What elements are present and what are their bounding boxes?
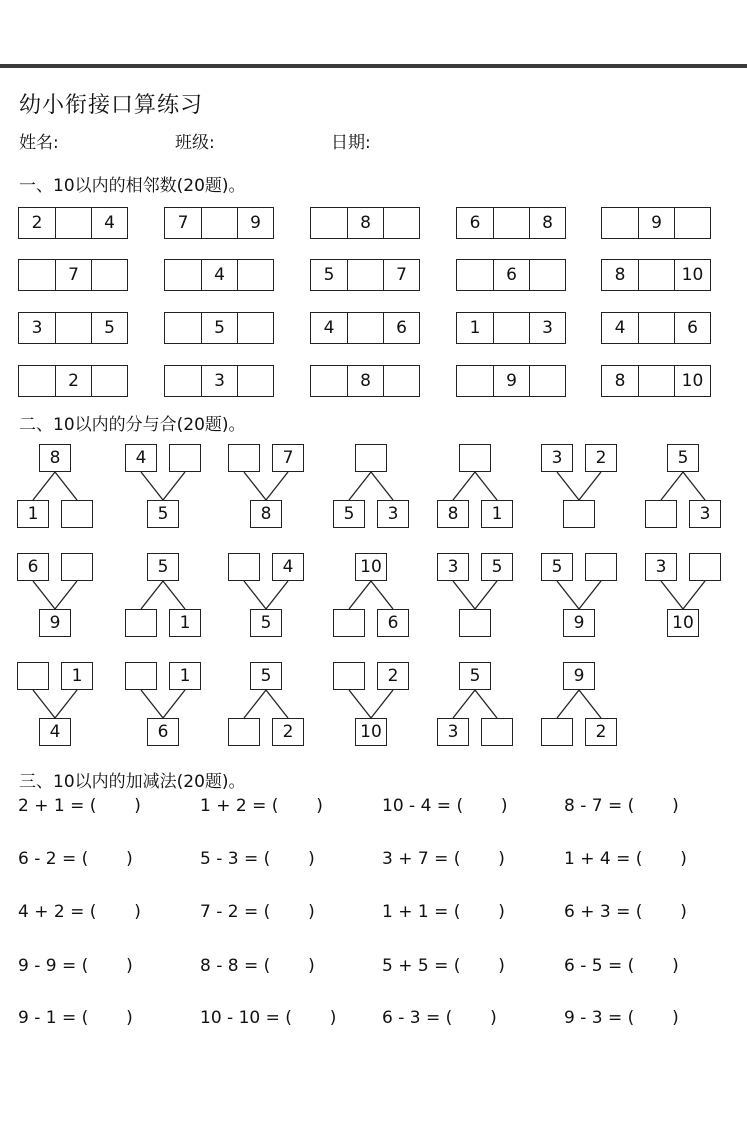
bond-answer-blank[interactable] <box>228 553 260 581</box>
bond-given-number: 6 <box>147 718 179 746</box>
bond-connector <box>579 472 601 500</box>
bond-given-number: 4 <box>272 553 304 581</box>
bond-connector <box>55 690 77 718</box>
name-field-label: 姓名: <box>19 133 59 153</box>
given-number: 5 <box>323 265 335 285</box>
bond-given-number: 8 <box>250 500 282 528</box>
bond-connector <box>244 690 266 718</box>
bond-connector <box>661 581 683 609</box>
bond-given-number: 10 <box>667 609 699 637</box>
bond-answer-blank[interactable] <box>228 444 260 472</box>
bond-connector <box>244 472 266 500</box>
bond-given-number: 10 <box>355 553 387 581</box>
given-number: 1 <box>469 318 481 338</box>
bond-given-number: 8 <box>437 500 469 528</box>
date-field-label: 日期: <box>331 133 371 153</box>
given-number: 3 <box>31 318 43 338</box>
given-number: 6 <box>383 313 419 343</box>
given-number: 4 <box>614 318 626 338</box>
bond-connector <box>349 581 371 609</box>
bond-connector <box>371 690 393 718</box>
arithmetic-problem[interactable]: 5 - 3 = ( ) <box>200 849 315 869</box>
bond-connector <box>163 472 185 500</box>
given-number: 6 <box>674 313 710 343</box>
class-field-label: 班级: <box>175 133 215 153</box>
bond-given-number: 7 <box>272 444 304 472</box>
given-number: 9 <box>638 208 674 238</box>
bond-answer-blank[interactable] <box>459 609 491 637</box>
given-number: 7 <box>55 260 91 290</box>
bond-answer-blank[interactable] <box>333 662 365 690</box>
arithmetic-problem[interactable]: 1 + 2 = ( ) <box>200 796 323 816</box>
arithmetic-problem[interactable]: 7 - 2 = ( ) <box>200 902 315 922</box>
bond-given-number: 3 <box>689 500 721 528</box>
arithmetic-problem[interactable]: 6 + 3 = ( ) <box>564 902 687 922</box>
given-number: 8 <box>614 371 626 391</box>
bond-answer-blank[interactable] <box>125 662 157 690</box>
bond-given-number: 5 <box>250 609 282 637</box>
bond-connector <box>557 581 579 609</box>
bond-connector <box>475 472 497 500</box>
bond-answer-blank[interactable] <box>459 444 491 472</box>
arithmetic-problem[interactable]: 5 + 5 = ( ) <box>382 956 505 976</box>
arithmetic-problem[interactable]: 6 - 3 = ( ) <box>382 1008 497 1028</box>
bond-given-number: 2 <box>585 718 617 746</box>
bond-connector <box>453 472 475 500</box>
bond-given-number: 5 <box>147 553 179 581</box>
arithmetic-problem[interactable]: 10 - 10 = ( ) <box>200 1008 337 1028</box>
given-number: 8 <box>529 208 565 238</box>
bond-answer-blank[interactable] <box>17 662 49 690</box>
bond-connector <box>371 581 393 609</box>
bond-given-number: 1 <box>61 662 93 690</box>
given-number: 4 <box>91 208 127 238</box>
bond-answer-blank[interactable] <box>169 444 201 472</box>
arithmetic-problem[interactable]: 9 - 1 = ( ) <box>18 1008 133 1028</box>
given-number: 10 <box>674 260 710 290</box>
given-number: 3 <box>201 366 237 396</box>
bond-answer-blank[interactable] <box>355 444 387 472</box>
bond-connector <box>55 472 77 500</box>
bond-given-number: 8 <box>39 444 71 472</box>
bond-connector <box>371 472 393 500</box>
bond-connector <box>683 472 705 500</box>
bond-connector <box>33 472 55 500</box>
bond-connector <box>579 581 601 609</box>
bond-given-number: 2 <box>585 444 617 472</box>
given-number: 8 <box>347 366 383 396</box>
bond-given-number: 2 <box>377 662 409 690</box>
bond-connector <box>557 690 579 718</box>
bond-given-number: 9 <box>563 609 595 637</box>
section2-heading: 二、10以内的分与合(20题)。 <box>19 415 246 435</box>
given-number: 7 <box>383 260 419 290</box>
bond-given-number: 3 <box>541 444 573 472</box>
bond-connector <box>557 472 579 500</box>
bond-connector <box>163 690 185 718</box>
bond-given-number: 10 <box>355 718 387 746</box>
bond-answer-blank[interactable] <box>481 718 513 746</box>
given-number: 7 <box>177 213 189 233</box>
arithmetic-problem[interactable]: 9 - 3 = ( ) <box>564 1008 679 1028</box>
bond-given-number: 1 <box>169 609 201 637</box>
given-number: 6 <box>493 260 529 290</box>
given-number: 3 <box>529 313 565 343</box>
bond-answer-blank[interactable] <box>563 500 595 528</box>
bond-given-number: 1 <box>169 662 201 690</box>
bond-connector <box>163 581 185 609</box>
bond-given-number: 1 <box>481 500 513 528</box>
bond-given-number: 4 <box>39 718 71 746</box>
bond-given-number: 5 <box>147 500 179 528</box>
arithmetic-problem[interactable]: 2 + 1 = ( ) <box>18 796 141 816</box>
bond-given-number: 6 <box>17 553 49 581</box>
bond-answer-blank[interactable] <box>61 553 93 581</box>
bond-given-number: 5 <box>250 662 282 690</box>
bond-given-number: 1 <box>17 500 49 528</box>
given-number: 9 <box>237 208 273 238</box>
arithmetic-problem[interactable]: 1 + 4 = ( ) <box>564 849 687 869</box>
bond-connector <box>453 581 475 609</box>
arithmetic-problem[interactable]: 1 + 1 = ( ) <box>382 902 505 922</box>
arithmetic-problem[interactable]: 9 - 9 = ( ) <box>18 956 133 976</box>
bond-connector <box>55 581 77 609</box>
bond-answer-blank[interactable] <box>541 718 573 746</box>
bond-answer-blank[interactable] <box>689 553 721 581</box>
bond-given-number: 5 <box>459 662 491 690</box>
bond-connector <box>33 690 55 718</box>
bond-given-number: 5 <box>333 500 365 528</box>
bond-connector <box>266 690 288 718</box>
arithmetic-problem[interactable]: 4 + 2 = ( ) <box>18 902 141 922</box>
bond-connector <box>349 690 371 718</box>
given-number: 4 <box>201 260 237 290</box>
given-number: 2 <box>31 213 43 233</box>
bond-connector <box>349 472 371 500</box>
bond-connector <box>475 690 497 718</box>
bond-given-number: 9 <box>563 662 595 690</box>
bond-answer-blank[interactable] <box>333 609 365 637</box>
bond-connector <box>266 581 288 609</box>
given-number: 9 <box>493 366 529 396</box>
worksheet-title: 幼小衔接口算练习 <box>19 93 204 118</box>
bond-given-number: 5 <box>541 553 573 581</box>
bond-answer-blank[interactable] <box>585 553 617 581</box>
arithmetic-problem[interactable]: 6 - 5 = ( ) <box>564 956 679 976</box>
bond-connector <box>141 581 163 609</box>
bond-given-number: 6 <box>377 609 409 637</box>
bond-connector <box>141 690 163 718</box>
bond-connector <box>579 690 601 718</box>
bond-given-number: 3 <box>377 500 409 528</box>
given-number: 2 <box>55 366 91 396</box>
bond-connector <box>33 581 55 609</box>
given-number: 5 <box>201 313 237 343</box>
bond-given-number: 3 <box>437 553 469 581</box>
given-number: 5 <box>91 313 127 343</box>
bond-connector <box>244 581 266 609</box>
given-number: 6 <box>469 213 481 233</box>
bond-connector <box>453 690 475 718</box>
bond-answer-blank[interactable] <box>645 500 677 528</box>
section1-heading: 一、10以内的相邻数(20题)。 <box>19 176 246 196</box>
bond-given-number: 9 <box>39 609 71 637</box>
bond-answer-blank[interactable] <box>61 500 93 528</box>
bond-connector <box>141 472 163 500</box>
bond-connector <box>661 472 683 500</box>
section3-heading: 三、10以内的加减法(20题)。 <box>19 772 246 792</box>
bond-answer-blank[interactable] <box>228 718 260 746</box>
bond-given-number: 5 <box>481 553 513 581</box>
arithmetic-problem[interactable]: 10 - 4 = ( ) <box>382 796 508 816</box>
given-number: 8 <box>614 265 626 285</box>
bond-given-number: 4 <box>125 444 157 472</box>
bond-answer-blank[interactable] <box>125 609 157 637</box>
bond-connector <box>475 581 497 609</box>
given-number: 4 <box>323 318 335 338</box>
arithmetic-problem[interactable]: 8 - 8 = ( ) <box>200 956 315 976</box>
arithmetic-problem[interactable]: 8 - 7 = ( ) <box>564 796 679 816</box>
bond-given-number: 3 <box>437 718 469 746</box>
arithmetic-problem[interactable]: 6 - 2 = ( ) <box>18 849 133 869</box>
bond-given-number: 2 <box>272 718 304 746</box>
bond-given-number: 3 <box>645 553 677 581</box>
bond-given-number: 5 <box>667 444 699 472</box>
given-number: 10 <box>674 366 710 396</box>
bond-connector <box>266 472 288 500</box>
given-number: 8 <box>347 208 383 238</box>
bond-connector <box>683 581 705 609</box>
arithmetic-problem[interactable]: 3 + 7 = ( ) <box>382 849 505 869</box>
